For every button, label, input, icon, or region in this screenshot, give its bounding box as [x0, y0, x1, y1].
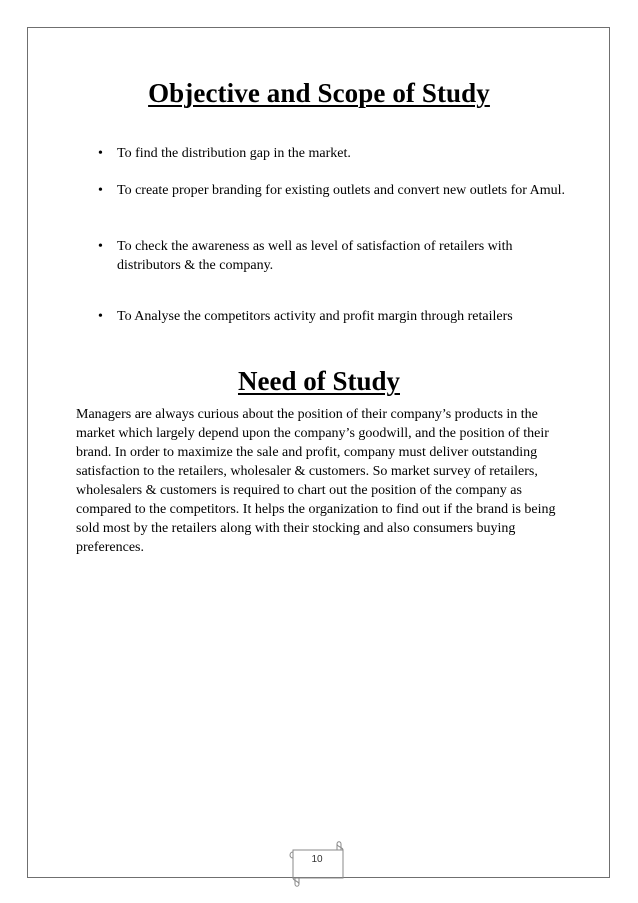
bullet-text: To find the distribution gap in the market. — [117, 146, 351, 161]
bullet-icon: • — [98, 309, 103, 324]
page-number: 10 — [311, 854, 323, 865]
bullet-icon: • — [98, 239, 103, 254]
bullet-icon: • — [98, 146, 103, 161]
bullet-text: To create proper branding for existing outlets and convert new outlets for Amul. — [117, 183, 566, 198]
need-paragraph: Managers are always curious about the position of their company’s products in the market which largely depend upon the company’s goodwill, and the position of their brand. In order to maximize the sale and profit, company must deliver outstanding satisfaction to the retailers, wholesaler & customers. So market survey of retailers, wholesalers & customers is required to chart out the position of the company as compared to the competitors. It helps the organization to find out if the brand is being sold most by the retailers along with their stocking and also consumers buying preferences. — [76, 407, 556, 555]
bullet-text: To check the awareness as well as level of satisfaction of retailers with distributors & the company. — [117, 239, 513, 273]
need-heading: Need of Study — [237, 366, 400, 396]
bullet-icon: • — [98, 183, 103, 198]
bullet-text: To Analyse the competitors activity and profit margin through retailers — [117, 309, 513, 324]
objective-heading: Objective and Scope of Study — [148, 78, 490, 108]
page-number-box — [285, 838, 351, 888]
